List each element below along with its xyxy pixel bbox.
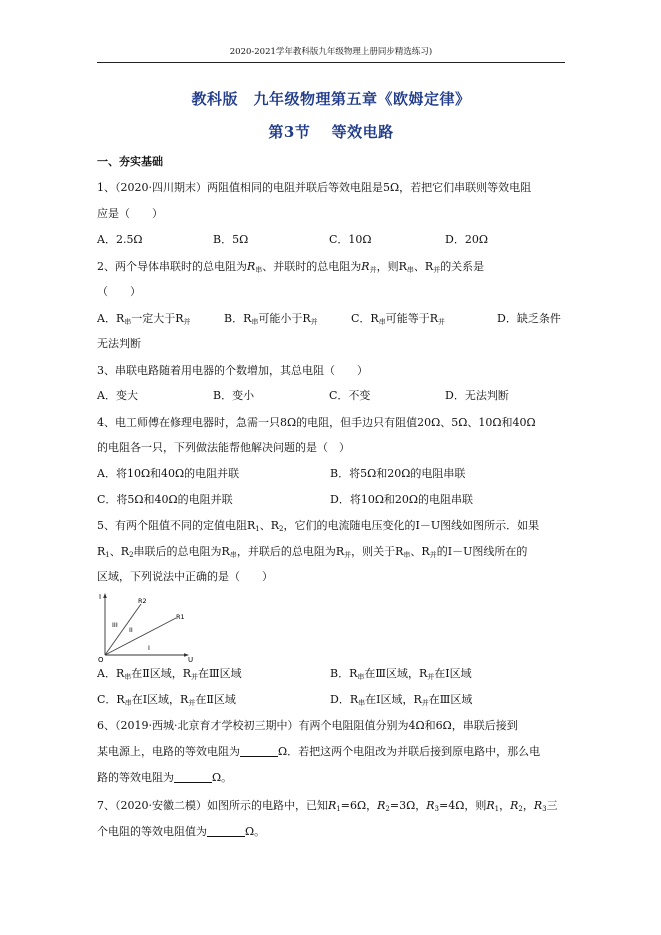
- question-5-text-cont2: 区域，下列说法中正确的是（ ）: [97, 570, 273, 583]
- region-1-label: I: [148, 644, 150, 652]
- question-4-text: 4、电工师傅在修理电器时，急需一只8Ω的电阻，但手边只有阻值20Ω、5Ω、10Ω和40Ω: [97, 416, 536, 429]
- question-7-text-cont: 个电阻的等效电阻值为 Ω。: [97, 825, 266, 838]
- page-title: 教科版 九年级物理第五章《欧姆定律》: [191, 90, 471, 108]
- question-3-text: 3、串联电路随着用电器的个数增加，其总电阻（ ）: [97, 364, 368, 377]
- q2-option-a: A．$R_串$一定大于$R_并$: [97, 312, 191, 326]
- iu-graph: [96, 590, 196, 662]
- answer-blank[interactable]: [207, 825, 245, 837]
- q3-option-a: A．变大: [97, 389, 138, 402]
- q2-option-c: C．$R_串$可能等于$R_并$: [351, 312, 445, 326]
- q5-option-c: C．$R_串$在Ⅰ区域，$R_并$在Ⅱ区域: [97, 693, 236, 707]
- r2-line: [105, 604, 141, 655]
- q1-option-a: A．2.5Ω: [97, 233, 143, 246]
- region-2-label: II: [129, 626, 133, 634]
- answer-blank[interactable]: [240, 745, 278, 757]
- question-6-text-cont2: 路的等效电阻为 Ω。: [97, 771, 233, 784]
- r2-label: R2: [138, 597, 147, 605]
- question-4-text-cont: 的电阻各一只，下列做法能帮他解决问题的是（ ）: [97, 441, 350, 454]
- section-title: 第3节 等效电路: [268, 123, 394, 141]
- origin-label: O: [98, 656, 104, 662]
- axis-y-label: I: [99, 593, 102, 601]
- q1-option-b: B．5Ω: [213, 233, 249, 246]
- question-7-text: 7、（2020·安徽二模）如图所示的电路中，已知$R_1=6\Omega$，$R_2=3\Omega$，$R_3=4\Omega$，则$R_1$，$R_2$，$R_3$三: [97, 799, 558, 813]
- question-1-text-cont: 应是（ ）: [97, 207, 163, 220]
- q2-option-d: D．缺乏条件: [497, 312, 561, 325]
- q2-option-d-cont: 无法判断: [97, 337, 141, 350]
- q5-option-d: D．$R_串$在Ⅰ区域，$R_并$在Ⅲ区域: [330, 693, 473, 707]
- axis-x-label: U: [188, 656, 194, 662]
- q4-option-d: D．将10Ω和20Ω的电阻串联: [330, 493, 474, 506]
- page-header: 2020-2021学年教科版九年级物理上册同步精选练习): [229, 47, 433, 57]
- q1-option-d: D．20Ω: [445, 233, 488, 246]
- question-1-text: 1、（2020·四川期末）两阻值相同的电阻并联后等效电阻是5Ω，若把它们串联则等效电阻: [97, 181, 532, 194]
- q4-option-a: A．将10Ω和40Ω的电阻并联: [97, 467, 240, 480]
- q3-option-b: B．变小: [213, 389, 255, 402]
- question-5-text: 5、有两个阻值不同的定值电阻$R_1$、$R_2$，它们的电流随电压变化的I－U图线如图所示．如果: [97, 519, 540, 533]
- header-divider: [97, 62, 565, 63]
- region-3-label: III: [112, 621, 118, 629]
- y-axis-arrow: [103, 593, 107, 598]
- question-6-text-cont: 某电源上，电路的等效电阻为 Ω．若把这两个电阻改为并联后接到原电路中，那么电: [97, 745, 541, 758]
- q5-option-a: A．$R_串$在Ⅱ区域，$R_并$在Ⅲ区域: [97, 667, 242, 681]
- question-2-text-cont: （ ）: [97, 285, 141, 298]
- answer-blank[interactable]: [174, 771, 212, 783]
- q5-option-b: B．$R_串$在Ⅲ区域，$R_并$在Ⅰ区域: [330, 667, 472, 681]
- question-5-text-cont: $R_1$、$R_2$串联后的总电阻为$R_串$，并联后的总电阻为$R_并$，则关于$R_串$、$R_并$的I－U图线所在的: [97, 545, 528, 559]
- section-heading: 一、夯实基础: [97, 155, 163, 168]
- q3-option-d: D．无法判断: [445, 389, 509, 402]
- q3-option-c: C．不变: [329, 389, 371, 402]
- q4-option-b: B．将5Ω和20Ω的电阻串联: [330, 467, 466, 480]
- r1-label: R1: [176, 613, 185, 621]
- q2-option-b: B．$R_串$可能小于$R_并$: [224, 312, 318, 326]
- q1-option-c: C．10Ω: [329, 233, 372, 246]
- q4-option-c: C．将5Ω和40Ω的电阻并联: [97, 493, 233, 506]
- question-6-text: 6、（2019·西城·北京育才学校初三期中）有两个电阻阻值分别为4Ω和6Ω，串联后接到: [97, 719, 518, 732]
- question-2-text: 2、两个导体串联时的总电阻为$R_串$、并联时的总电阻为$R_并$，则$R_串$、$R_并$的关系是: [97, 260, 485, 274]
